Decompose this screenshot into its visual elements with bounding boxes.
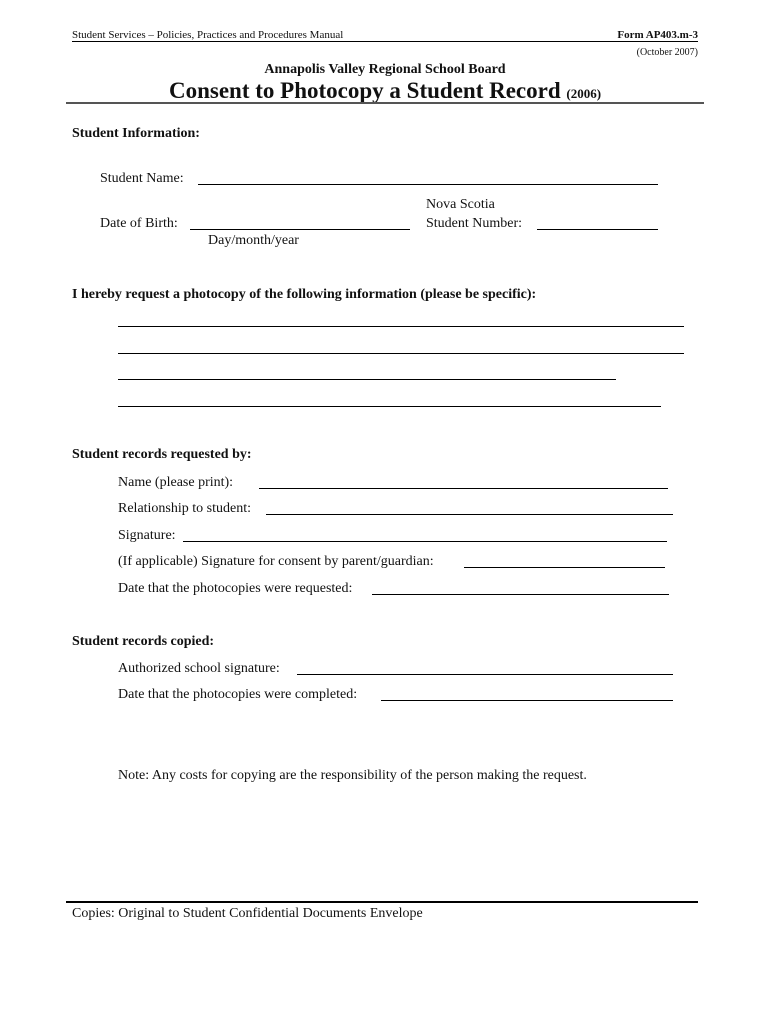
cost-note: Note: Any costs for copying are the responsibility of the person making the request. [118, 768, 587, 783]
copies-note: Copies: Original to Student Confidential Documents Envelope [72, 906, 423, 921]
manual-name: Student Services – Policies, Practices and Procedures Manual [72, 29, 344, 41]
authorized-signature-field[interactable] [297, 674, 673, 675]
student-name-field[interactable] [198, 184, 658, 185]
dob-field[interactable] [190, 229, 410, 230]
requested-by-heading: Student records requested by: [72, 447, 252, 462]
relationship-label: Relationship to student: [118, 501, 251, 516]
request-line-4[interactable] [118, 406, 661, 407]
form-date: (October 2007) [636, 47, 698, 58]
copied-heading: Student records copied: [72, 634, 215, 649]
request-line-3[interactable] [118, 379, 616, 380]
student-info-heading: Student Information: [72, 126, 200, 141]
request-heading: I hereby request a photocopy of the following information (please be specific): [72, 287, 537, 302]
form-id: Form AP403.m-3 [617, 29, 698, 41]
date-completed-label: Date that the photocopies were completed: [118, 687, 358, 702]
guardian-signature-label: (If applicable) Signature for consent by parent/guardian: [118, 554, 434, 569]
header-underline-left [72, 41, 382, 42]
date-requested-field[interactable] [372, 594, 669, 595]
signature-field[interactable] [183, 541, 667, 542]
footer-rule [66, 901, 698, 903]
student-number-field[interactable] [537, 229, 658, 230]
guardian-signature-field[interactable] [464, 567, 665, 568]
ns-label-line1: Nova Scotia [426, 197, 495, 212]
dob-hint: Day/month/year [208, 233, 299, 248]
request-line-2[interactable] [118, 353, 684, 354]
date-requested-label: Date that the photocopies were requested: [118, 581, 353, 596]
requester-name-field[interactable] [259, 488, 668, 489]
date-completed-field[interactable] [381, 700, 673, 701]
title-rule [66, 102, 704, 104]
requester-name-label: Name (please print): [118, 475, 234, 490]
page-title [169, 78, 601, 104]
authorized-signature-label: Authorized school signature: [118, 661, 280, 676]
board-name: Annapolis Valley Regional School Board [264, 62, 506, 77]
title-text: Consent to Photocopy a Student Record [169, 78, 561, 103]
title-year: (2006) [566, 86, 602, 101]
dob-label: Date of Birth: [100, 216, 178, 231]
ns-label-line2: Student Number: [426, 216, 523, 231]
request-line-1[interactable] [118, 326, 684, 327]
header-underline-right [382, 41, 698, 42]
signature-label: Signature: [118, 528, 176, 543]
relationship-field[interactable] [266, 514, 673, 515]
student-name-label: Student Name: [100, 171, 184, 186]
